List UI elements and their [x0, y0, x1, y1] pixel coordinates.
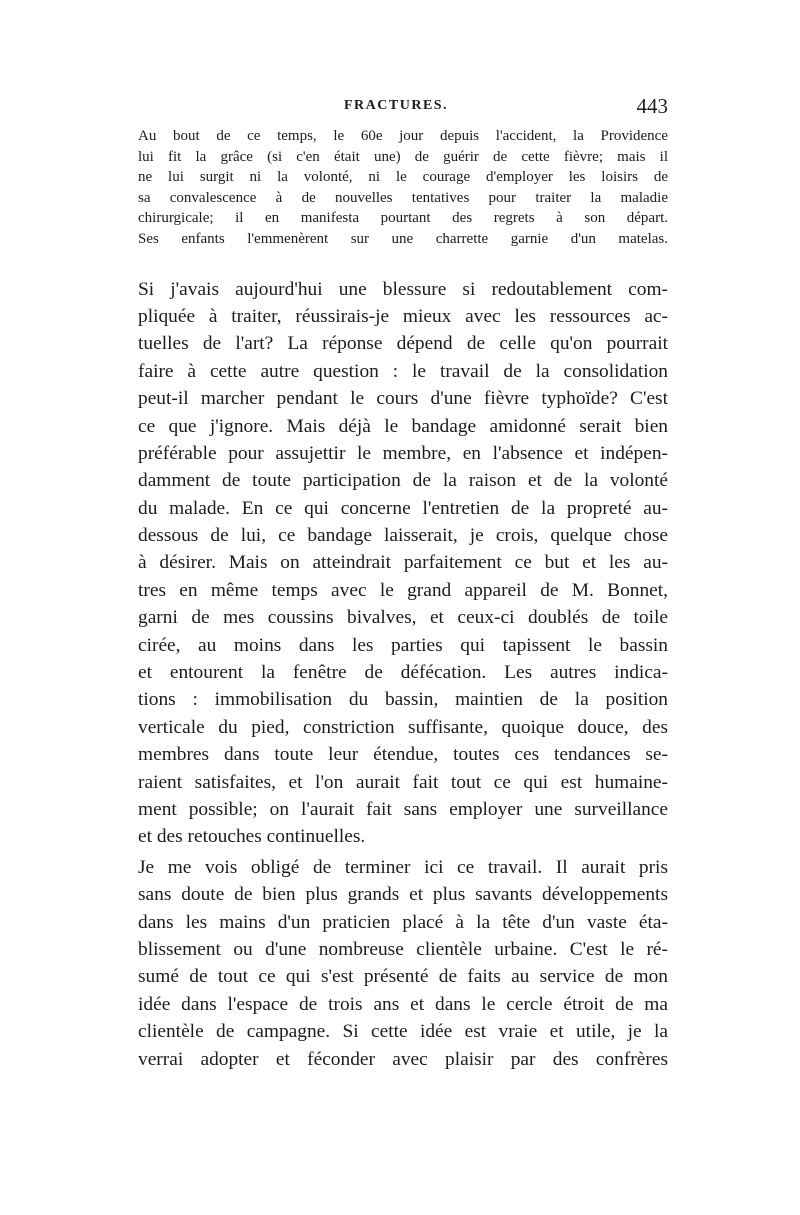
text-line: verticale du pied, constriction suffisante, quoique douce, des [138, 716, 668, 738]
running-head: FRACTURES. [344, 98, 449, 113]
text-line: du malade. En ce qui concerne l'entretien de la propreté au- [138, 497, 668, 519]
text-line: Si j'avais aujourd'hui une blessure si redoutablement com- [138, 278, 668, 300]
text-line: préférable pour assujettir le membre, en l'absence et indépen- [138, 442, 668, 464]
text-line: lui fit la grâce (si c'en était une) de guérir de cette fièvre; mais il [138, 148, 668, 165]
text-line: Je me vois obligé de terminer ici ce travail. Il aurait pris [138, 856, 668, 878]
text-line: à désirer. Mais on atteindrait parfaitement ce but et les au- [138, 552, 668, 574]
text-line: blissement ou d'une nombreuse clientèle urbaine. C'est le ré- [138, 938, 668, 960]
text-line: membres dans toute leur étendue, toutes ces tendances se- [138, 744, 668, 766]
text-line: Au bout de ce temps, le 60e jour depuis l'accident, la Providence [138, 128, 668, 144]
book-page [138, 94, 668, 1073]
text-line: damment de toute participation de la raison et de la volonté [138, 470, 668, 492]
text-line: clientèle de campagne. Si cette idée est vraie et utile, je la [138, 1021, 668, 1043]
text-line: cirée, au moins dans les parties qui tapissent le bassin [138, 634, 668, 656]
text-line: garni de mes coussins bivalves, et ceux-ci doublés de toile [138, 607, 668, 629]
text-line: faire à cette autre question : le travail de la consolidation [138, 360, 668, 382]
text-line: idée dans l'espace de trois ans et dans le cercle étroit de ma [138, 993, 668, 1015]
text-line: dessous de lui, ce bandage laisserait, je crois, quelque chose [138, 525, 668, 547]
text-line: sa convalescence à de nouvelles tentatives pour traiter la maladie [138, 189, 668, 206]
text-line: raient satisfaites, et l'on aurait fait tout ce qui est humaine- [138, 771, 668, 793]
text-line: Ses enfants l'emmenèrent sur une charrette garnie d'un matelas. [138, 230, 668, 247]
text-line: et entourent la fenêtre de défécation. Les autres indica- [138, 662, 668, 684]
text-line: ment possible; on l'aurait fait sans employer une surveillance [138, 798, 668, 820]
text-line: ne lui surgit ni la volonté, ni le courage d'employer les loisirs de [138, 169, 668, 186]
text-line: sans doute de bien plus grands et plus savants développements [138, 884, 668, 906]
text-line: pliquée à traiter, réussirais-je mieux avec les ressources ac- [138, 305, 668, 327]
page-header [138, 94, 668, 124]
page-number: 443 [636, 94, 668, 118]
text-line: dans les mains d'un praticien placé à la tête d'un vaste éta- [138, 911, 668, 933]
text-line: tuelles de l'art? La réponse dépend de celle qu'on pourrait [138, 333, 668, 355]
text-line: sumé de tout ce qui s'est présenté de faits au service de mon [138, 966, 668, 988]
text-line: verrai adopter et féconder avec plaisir par des confrères [138, 1048, 668, 1070]
text-line: et des retouches continuelles. [138, 826, 366, 848]
text-line: tions : immobilisation du bassin, maintien de la position [138, 689, 668, 711]
note-paragraph [138, 126, 668, 250]
text-line: ce que j'ignore. Mais déjà le bandage amidonné serait bien [138, 415, 668, 437]
text-line: chirurgicale; il en manifesta pourtant des regrets à son départ. [138, 210, 668, 227]
text-line: tres en même temps avec le grand appareil de M. Bonnet, [138, 579, 668, 601]
paragraph-1 [138, 276, 668, 851]
paragraph-2 [138, 854, 668, 1073]
text-line: peut-il marcher pendant le cours d'une fièvre typhoïde? C'est [138, 388, 668, 410]
body-text [138, 276, 668, 1073]
